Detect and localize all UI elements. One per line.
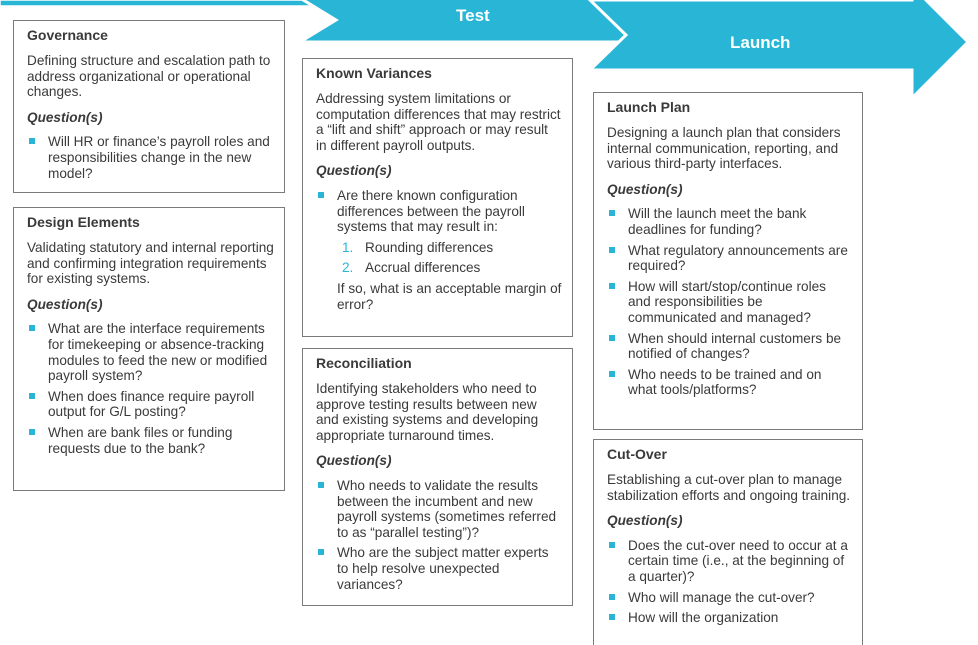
sub-item: 2. Accrual differences [342,260,481,276]
questions-heading: Question(s) [607,181,683,197]
question-item: Are there known configuration differences between the payroll systems that may result in: [316,188,562,235]
question-item: Will the launch meet the bank deadlines for funding? [607,206,852,237]
card-description: Addressing system limitations or computation differences that may restrict a “lift and shift” approach or may result in different payroll outputs. [316,91,561,153]
question-item: Who needs to validate the results between the incumbent and new payroll systems (sometimes referred to as “parallel testing”)? [316,478,562,540]
card-title: Design Elements [27,214,140,230]
card-description: Defining structure and escalation path to address organizational or operational changes. [27,53,271,100]
bullet-square-icon [609,542,615,548]
card-title: Governance [27,27,108,43]
bullet-square-icon [609,594,615,600]
card-description: Designing a launch plan that considers internal communication, reporting, and various third-party interfaces. [607,125,841,172]
questions-heading: Question(s) [27,296,103,312]
question-item: How will the organization [607,610,852,626]
card-description: Identifying stakeholders who need to approve testing results between new and existing systems and developing appropriate turnaround times. [316,381,539,443]
bullet-square-icon [609,371,615,377]
launch-plan-card [593,92,863,430]
card-description: Validating statutory and internal reporting and confirming integration requirements for existing systems. [27,240,274,287]
card-title: Cut-Over [607,446,667,462]
questions-heading: Question(s) [316,163,392,179]
question-item: Who will manage the cut-over? [607,590,852,606]
design-arrow-tail [0,0,318,6]
question-item: Will HR or finance’s payroll roles and responsibilities change in the new model? [27,134,274,181]
bullet-square-icon [29,429,35,435]
question-item: When should internal customers be notified of changes? [607,331,852,362]
questions-heading: Question(s) [607,513,683,529]
card-title: Reconciliation [316,355,412,371]
bullet-square-icon [318,192,324,198]
bullet-square-icon [29,325,35,331]
bullet-square-icon [609,283,615,289]
question-item: What are the interface requirements for timekeeping or absence-tracking modules to feed the new or modified payroll system? [27,321,274,383]
design-elements-card [13,207,285,491]
bullet-square-icon [318,549,324,555]
card-title: Known Variances [316,65,432,81]
card-description: Establishing a cut-over plan to manage stabilization efforts and ongoing training. [607,472,851,503]
question-item: Does the cut-over need to occur at a certain time (i.e., at the beginning of a quarter)? [607,538,852,585]
bullet-square-icon [609,210,615,216]
phase-launch-label: Launch [730,33,791,52]
questions-heading: Question(s) [316,453,392,469]
bullet-square-icon [318,482,324,488]
question-item: Who needs to be trained and on what tools/platforms? [607,367,852,398]
sub-item: 1. Rounding differences [342,239,494,255]
question-item: When does finance require payroll output for G/L posting? [27,389,274,420]
question-item: When are bank files or funding requests due to the bank? [27,425,274,456]
followup-text: If so, what is an acceptable margin of error? [337,280,562,312]
reconciliation-card [302,348,573,606]
question-item: What regulatory announcements are required? [607,243,852,274]
cut-over-card [593,439,863,645]
bullet-square-icon [609,614,615,620]
phase-test-label: Test [456,6,490,25]
questions-heading: Question(s) [27,109,103,125]
question-item: How will start/stop/continue roles and responsibilities be communicated and managed? [607,279,852,326]
bullet-square-icon [29,393,35,399]
question-item: Who are the subject matter experts to help resolve unexpected variances? [316,545,562,592]
governance-card [13,20,285,193]
bullet-square-icon [29,138,35,144]
bullet-square-icon [609,335,615,341]
bullet-square-icon [609,247,615,253]
known-variances-card [302,58,573,337]
card-title: Launch Plan [607,99,691,115]
